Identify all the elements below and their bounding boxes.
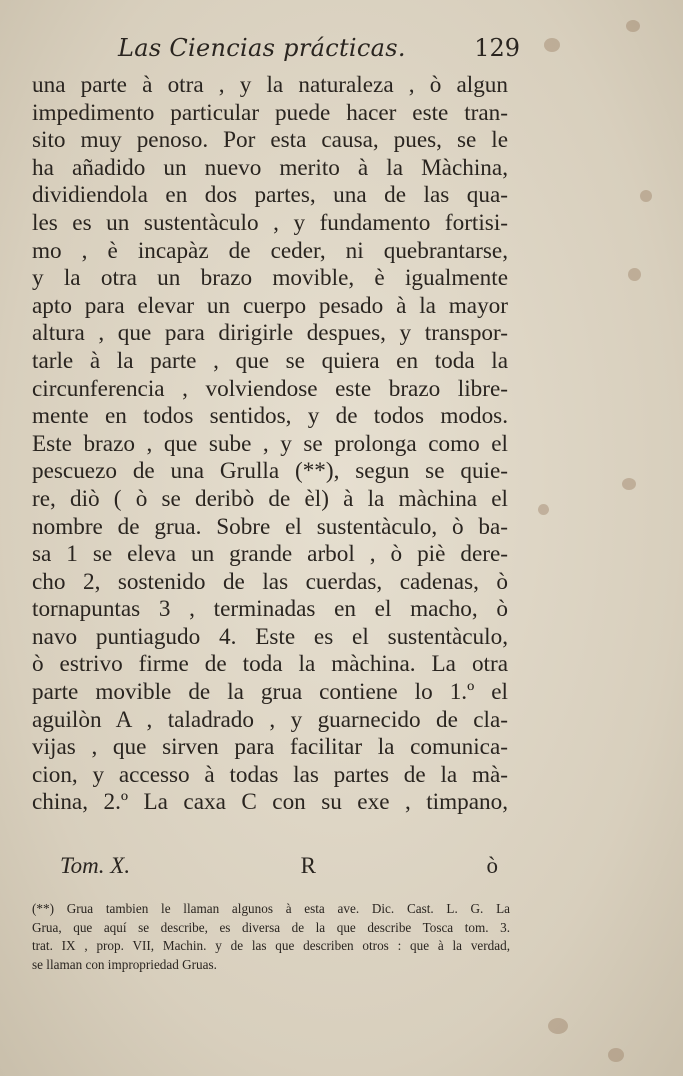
text-line: una parte à otra , y la naturaleza , ò algun bbox=[32, 72, 508, 98]
text-line: china, 2.º La caxa C con su exe , timpano, bbox=[32, 789, 508, 816]
signature-mark: R bbox=[300, 853, 316, 878]
volume-mark: Tom. X. bbox=[60, 853, 131, 878]
text-line: y la otra un brazo movible, è igualmente bbox=[32, 265, 508, 292]
footnote-line: se llaman con impropriedad Gruas. bbox=[32, 956, 217, 972]
foxing-stain bbox=[544, 38, 560, 52]
text-line: apto para elevar un cuerpo pesado à la mayor bbox=[32, 292, 508, 319]
foxing-stain bbox=[622, 478, 636, 490]
text-line: altura , que para dirigirle despues, y transpor- bbox=[32, 320, 508, 347]
text-line: cho 2, sostenido de las cuerdas, cadenas, ò bbox=[32, 568, 508, 595]
text-line: les es un sustentàculo , y fundamento fortisi- bbox=[32, 209, 508, 236]
foxing-stain bbox=[608, 1048, 624, 1062]
running-title: Las Ciencias prácticas. bbox=[118, 34, 406, 62]
text-line: pescuezo de una Grulla (**), segun se quie- bbox=[32, 458, 508, 485]
text-line: circunferencia , volviendose este brazo libre- bbox=[32, 375, 508, 402]
text-line: navo puntiagudo 4. Este es el sustentàculo, bbox=[32, 623, 508, 650]
text-line: ha añadido un nuevo merito à la Màchina, bbox=[32, 154, 508, 181]
foxing-stain bbox=[626, 20, 640, 32]
text-line: mente en todos sentidos, y de todos modos. bbox=[32, 403, 508, 430]
foxing-stain bbox=[538, 504, 549, 515]
text-line: dividiendola en dos partes, una de las qua- bbox=[32, 182, 508, 209]
body-text bbox=[32, 72, 508, 817]
text-line: cion, y accesso à todas las partes de la mà- bbox=[32, 761, 508, 788]
text-line: sito muy penoso. Por esta causa, pues, se le bbox=[32, 127, 508, 154]
footnote-line: Grua, que aquí se describe, es diversa de la que describe Tosca tom. 3. bbox=[32, 919, 510, 935]
page-number: 129 bbox=[474, 34, 520, 62]
foxing-stain bbox=[628, 268, 641, 281]
footnote-line: trat. IX , prop. VII, Machin. y de las que describen otros : que à la verdad, bbox=[32, 938, 510, 954]
footnote bbox=[32, 900, 510, 974]
page-footer bbox=[60, 853, 498, 879]
text-line: tornapuntas 3 , terminadas en el macho, ò bbox=[32, 596, 508, 623]
text-line: parte movible de la grua contiene lo 1.º el bbox=[32, 679, 508, 706]
text-line: ò estrivo firme de toda la màchina. La otra bbox=[32, 651, 508, 678]
text-line: re, diò ( ò se deribò de èl) à la màchina el bbox=[32, 485, 508, 512]
text-line: sa 1 se eleva un grande arbol , ò piè dere- bbox=[32, 541, 508, 568]
text-line: nombre de grua. Sobre el sustentàculo, ò ba- bbox=[32, 513, 508, 540]
foxing-stain bbox=[640, 190, 652, 202]
text-line: impedimento particular puede hacer este tran- bbox=[32, 99, 508, 126]
text-line: Este brazo , que sube , y se prolonga como el bbox=[32, 430, 508, 457]
text-line: tarle à la parte , que se quiera en toda la bbox=[32, 347, 508, 374]
footnote-line: (**) Grua tambien le llaman algunos à esta ave. Dic. Cast. L. G. La bbox=[32, 901, 510, 916]
text-line: aguilòn A , taladrado , y guarnecido de cla- bbox=[32, 706, 508, 733]
text-line: mo , è incapàz de ceder, ni quebrantarse, bbox=[32, 237, 508, 264]
page-header bbox=[60, 34, 520, 62]
text-line: vijas , que sirven para facilitar la comunica- bbox=[32, 734, 508, 761]
foxing-stain bbox=[548, 1018, 568, 1034]
catchword: ò bbox=[486, 853, 498, 878]
